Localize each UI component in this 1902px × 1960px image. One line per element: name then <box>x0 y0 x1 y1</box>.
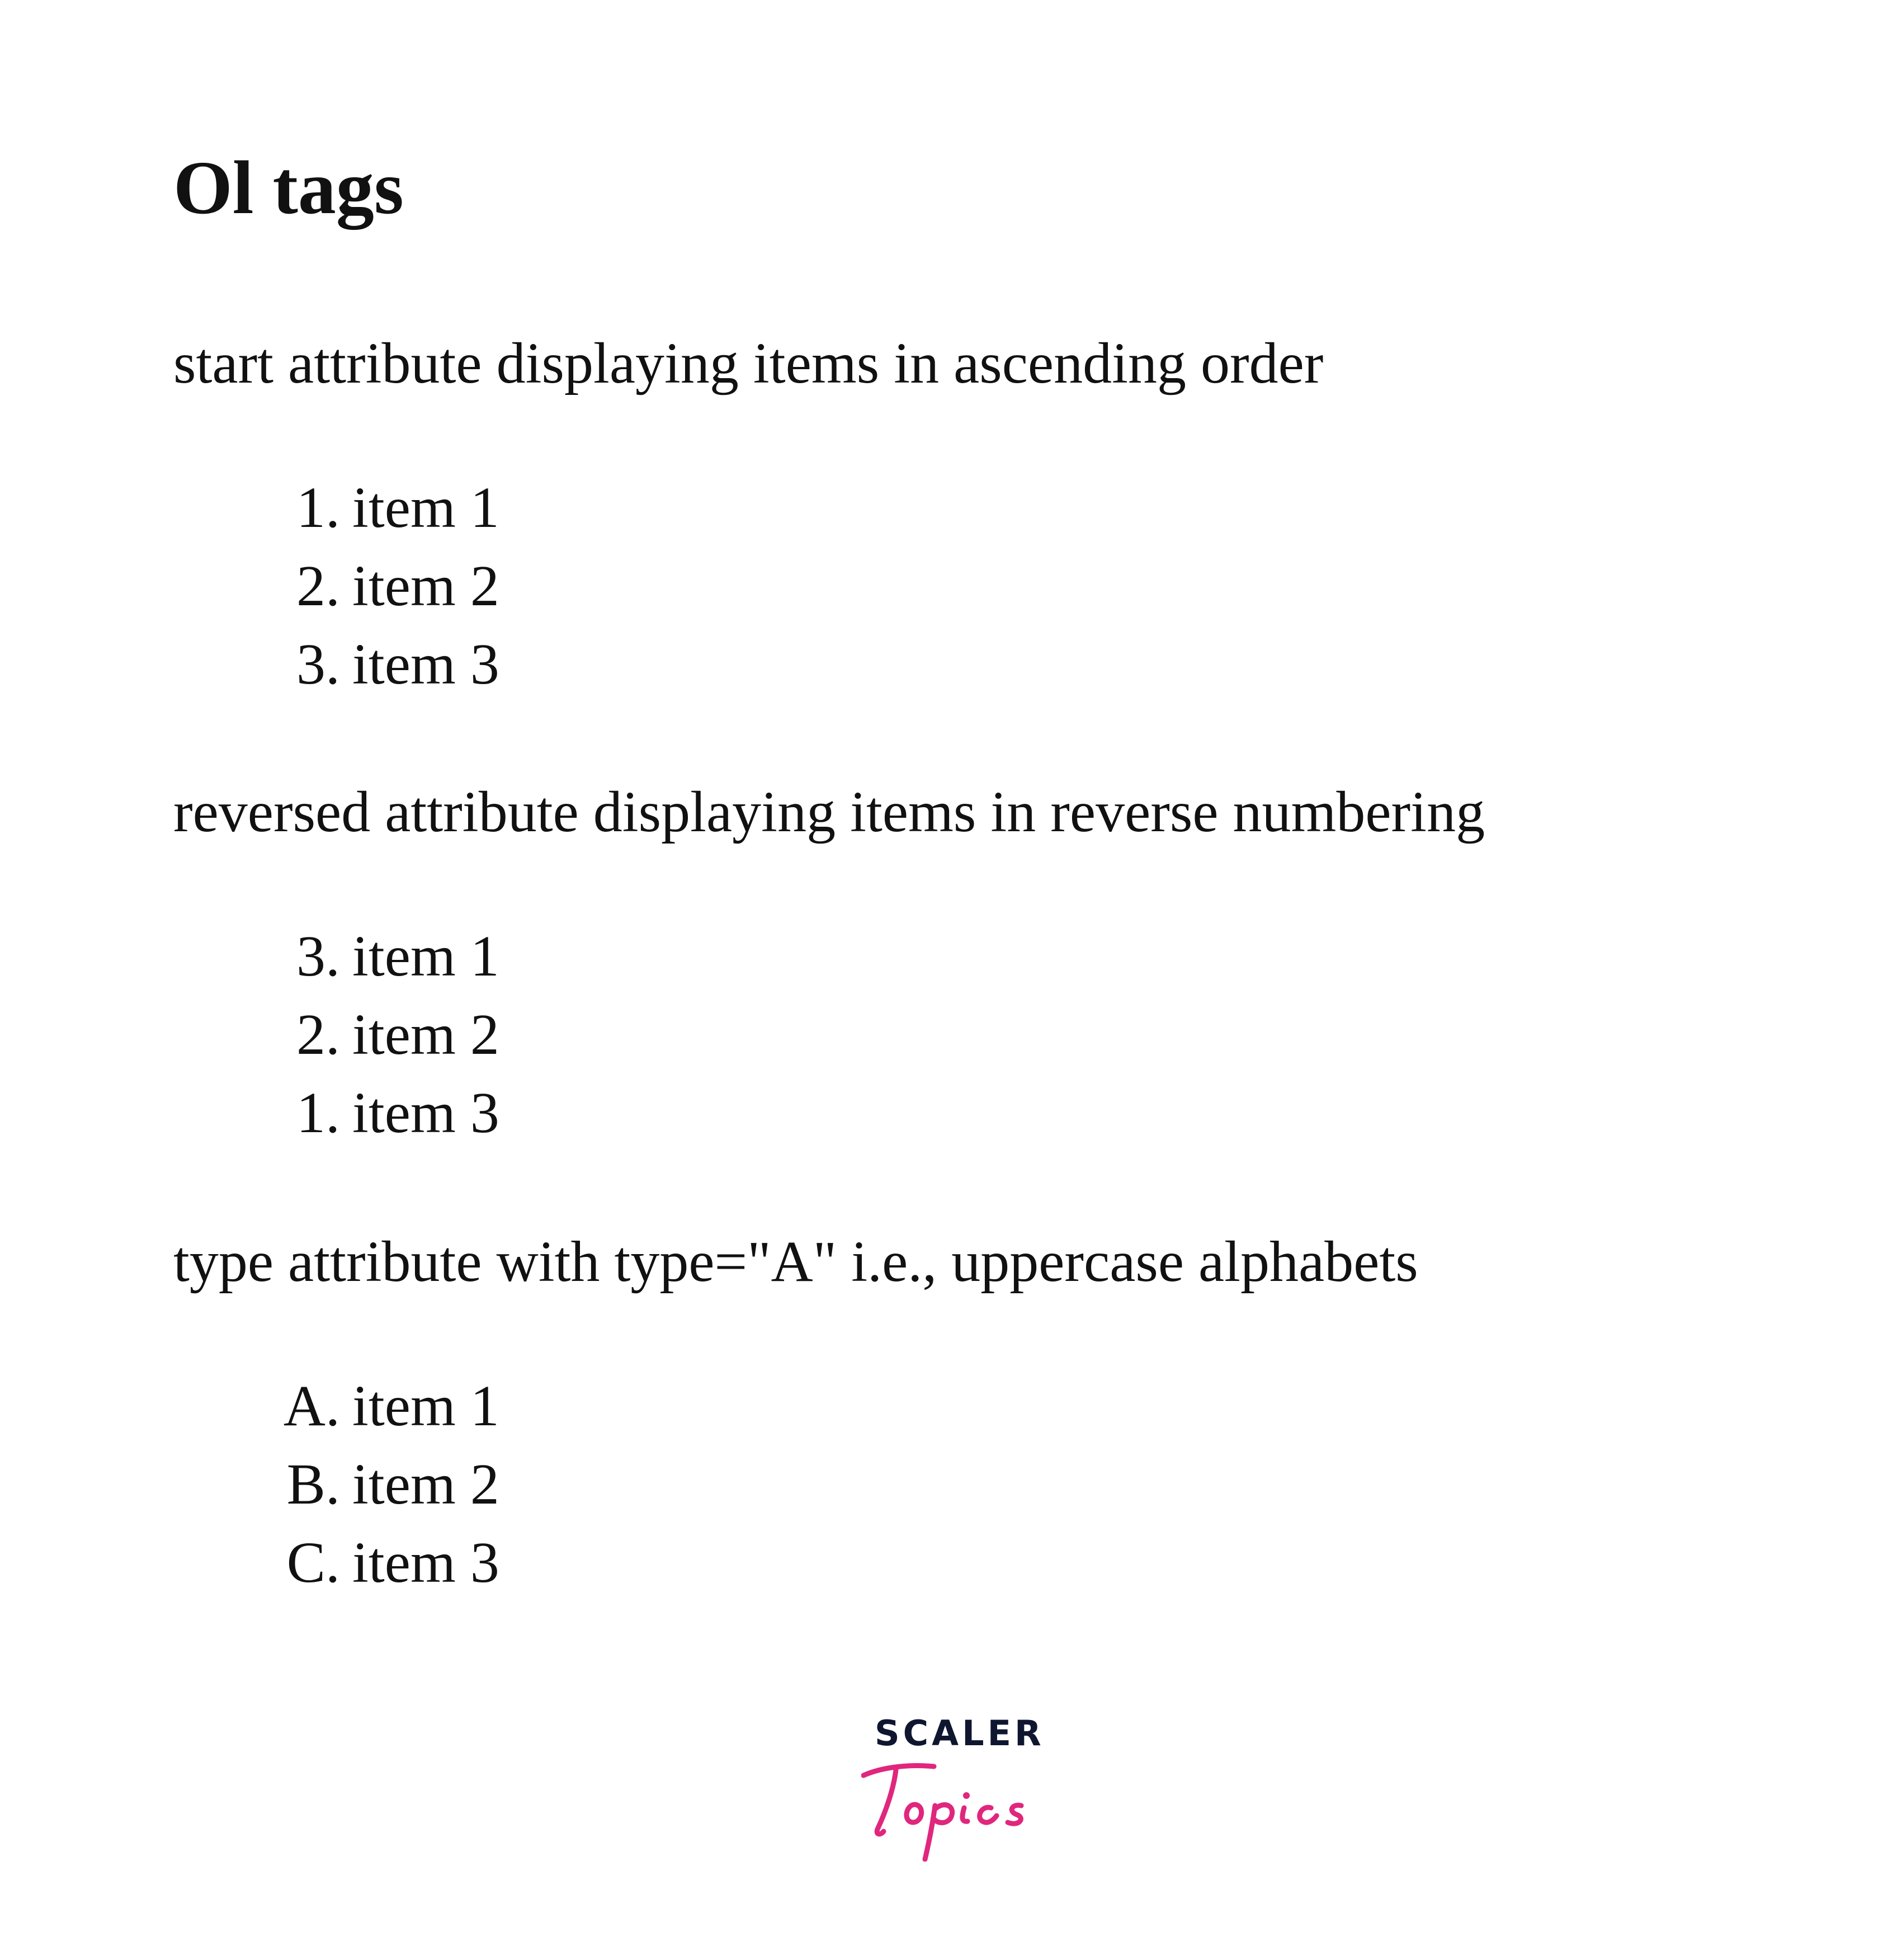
list-item <box>0 547 499 625</box>
list-marker: 3. <box>296 924 340 988</box>
list-item-text: item 3 <box>352 1530 499 1595</box>
list-item <box>0 1524 499 1602</box>
list-item-text: item 1 <box>352 924 499 988</box>
list-marker: 2. <box>296 554 340 618</box>
list-item <box>0 996 499 1074</box>
ordered-list-reversed <box>0 917 499 1152</box>
list-item-text: item 2 <box>352 554 499 618</box>
list-item-text: item 1 <box>352 475 499 540</box>
ordered-list-start <box>0 469 499 704</box>
list-marker: 1. <box>296 1081 340 1145</box>
list-item <box>0 1074 499 1152</box>
page-title: Ol tags <box>173 146 404 230</box>
list-item <box>0 469 499 547</box>
list-marker: A. <box>283 1374 340 1438</box>
list-item <box>0 917 499 996</box>
logo-brand-text: SCALER <box>875 1713 1045 1754</box>
logo-topics-script <box>861 1750 1040 1862</box>
section-description-type: type attribute with type="A" i.e., uppercase alphabets <box>173 1229 1418 1294</box>
list-marker: B. <box>286 1452 340 1516</box>
ordered-list-type-a <box>0 1367 499 1602</box>
section-description-start: start attribute displaying items in ascending order <box>173 331 1324 395</box>
list-marker: 3. <box>296 632 340 696</box>
section-description-reversed: reversed attribute displaying items in reverse numbering <box>173 780 1485 844</box>
list-item-text: item 2 <box>352 1452 499 1516</box>
scaler-topics-logo <box>861 1713 1045 1862</box>
list-item <box>0 1367 499 1445</box>
logo-sub-text <box>861 1716 862 1717</box>
list-item <box>0 1445 499 1524</box>
list-item <box>0 625 499 704</box>
list-marker: C. <box>286 1530 340 1595</box>
list-item-text: item 3 <box>352 1081 499 1145</box>
list-marker: 2. <box>296 1002 340 1067</box>
list-item-text: item 3 <box>352 632 499 696</box>
list-item-text: item 1 <box>352 1374 499 1438</box>
list-marker: 1. <box>296 475 340 540</box>
list-item-text: item 2 <box>352 1002 499 1067</box>
